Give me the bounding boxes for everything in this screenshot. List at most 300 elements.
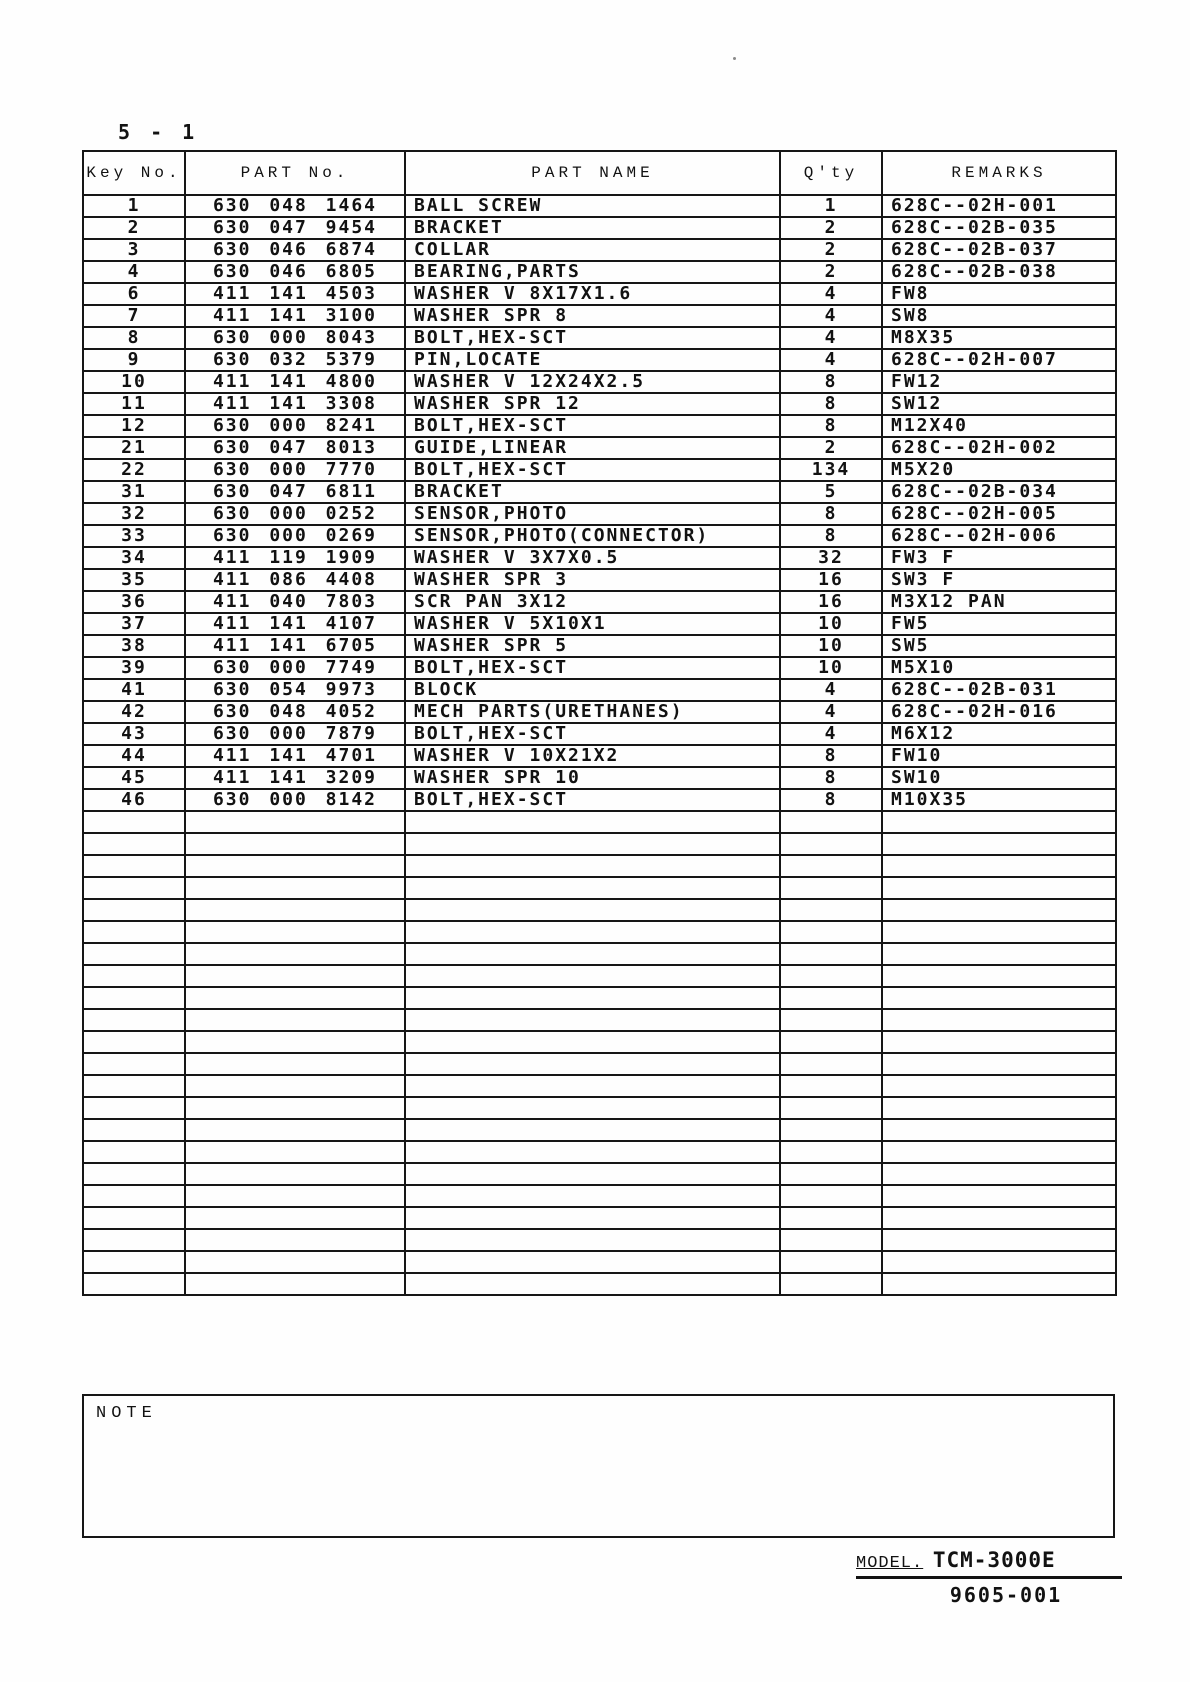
- cell-remarks: [882, 1031, 1116, 1053]
- cell-part-name: COLLAR: [405, 239, 780, 261]
- cell-remarks: [882, 1251, 1116, 1273]
- cell-remarks: SW10: [882, 767, 1116, 789]
- cell-part-name: [405, 943, 780, 965]
- cell-key-no: [83, 1273, 185, 1295]
- cell-qty: [780, 943, 882, 965]
- cell-part-no: [185, 1075, 405, 1097]
- cell-remarks: [882, 877, 1116, 899]
- table-row: [83, 349, 1116, 371]
- empty-table-row: [83, 833, 1116, 855]
- cell-part-name: [405, 1141, 780, 1163]
- cell-part-name: [405, 1119, 780, 1141]
- cell-qty: 8: [780, 745, 882, 767]
- table-row: [83, 547, 1116, 569]
- cell-part-no: 630 046 6805: [185, 261, 405, 283]
- cell-part-name: WASHER SPR 10: [405, 767, 780, 789]
- cell-part-name: [405, 921, 780, 943]
- cell-part-no: 630 000 0252: [185, 503, 405, 525]
- cell-remarks: [882, 811, 1116, 833]
- cell-part-name: WASHER V 10X21X2: [405, 745, 780, 767]
- cell-part-name: WASHER V 3X7X0.5: [405, 547, 780, 569]
- cell-key-no: [83, 1053, 185, 1075]
- cell-part-name: [405, 987, 780, 1009]
- cell-remarks: 628C--02H-002: [882, 437, 1116, 459]
- cell-part-name: [405, 1163, 780, 1185]
- cell-part-name: [405, 833, 780, 855]
- cell-part-no: 411 119 1909: [185, 547, 405, 569]
- table-body: [83, 195, 1116, 1295]
- cell-key-no: 3: [83, 239, 185, 261]
- cell-remarks: 628C--02B-035: [882, 217, 1116, 239]
- cell-qty: [780, 1097, 882, 1119]
- cell-key-no: 4: [83, 261, 185, 283]
- cell-key-no: [83, 1141, 185, 1163]
- empty-table-row: [83, 987, 1116, 1009]
- cell-qty: 10: [780, 635, 882, 657]
- cell-key-no: [83, 987, 185, 1009]
- table-row: [83, 415, 1116, 437]
- cell-remarks: [882, 1053, 1116, 1075]
- cell-remarks: SW3 F: [882, 569, 1116, 591]
- cell-part-no: [185, 965, 405, 987]
- cell-part-no: 630 047 6811: [185, 481, 405, 503]
- empty-table-row: [83, 1009, 1116, 1031]
- cell-part-name: BOLT,HEX-SCT: [405, 723, 780, 745]
- cell-part-name: WASHER SPR 12: [405, 393, 780, 415]
- cell-part-no: 411 040 7803: [185, 591, 405, 613]
- scan-artifact-dot: [733, 57, 736, 60]
- column-header-qty: Q'ty: [780, 151, 882, 195]
- table-row: [83, 613, 1116, 635]
- cell-key-no: 22: [83, 459, 185, 481]
- cell-remarks: FW12: [882, 371, 1116, 393]
- table-row: [83, 591, 1116, 613]
- cell-qty: [780, 1273, 882, 1295]
- cell-key-no: [83, 1009, 185, 1031]
- table-row: [83, 481, 1116, 503]
- empty-table-row: [83, 1031, 1116, 1053]
- table-row: [83, 217, 1116, 239]
- empty-table-row: [83, 1119, 1116, 1141]
- cell-key-no: 11: [83, 393, 185, 415]
- table-row: [83, 283, 1116, 305]
- table-row: [83, 701, 1116, 723]
- cell-remarks: FW10: [882, 745, 1116, 767]
- cell-remarks: 628C--02B-038: [882, 261, 1116, 283]
- note-label: NOTE: [96, 1404, 157, 1423]
- cell-part-no: [185, 1031, 405, 1053]
- column-header-part-name: PART NAME: [405, 151, 780, 195]
- cell-remarks: 628C--02H-016: [882, 701, 1116, 723]
- cell-part-name: WASHER SPR 5: [405, 635, 780, 657]
- cell-part-no: [185, 1273, 405, 1295]
- empty-table-row: [83, 1185, 1116, 1207]
- empty-table-row: [83, 1229, 1116, 1251]
- cell-part-name: WASHER SPR 8: [405, 305, 780, 327]
- cell-remarks: 628C--02H-001: [882, 195, 1116, 217]
- cell-key-no: 46: [83, 789, 185, 811]
- parts-table: [82, 150, 1117, 1296]
- cell-key-no: [83, 1119, 185, 1141]
- cell-key-no: 10: [83, 371, 185, 393]
- cell-remarks: [882, 855, 1116, 877]
- cell-qty: 1: [780, 195, 882, 217]
- cell-remarks: 628C--02H-005: [882, 503, 1116, 525]
- table-row: [83, 767, 1116, 789]
- column-header-remarks: REMARKS: [882, 151, 1116, 195]
- model-value: TCM-3000E: [932, 1548, 1056, 1572]
- cell-part-name: [405, 1097, 780, 1119]
- cell-key-no: [83, 1251, 185, 1273]
- cell-remarks: M5X10: [882, 657, 1116, 679]
- cell-remarks: 628C--02H-006: [882, 525, 1116, 547]
- cell-part-no: 411 141 4701: [185, 745, 405, 767]
- cell-remarks: M3X12 PAN: [882, 591, 1116, 613]
- cell-qty: 8: [780, 525, 882, 547]
- cell-key-no: 1: [83, 195, 185, 217]
- cell-part-no: [185, 1207, 405, 1229]
- cell-remarks: [882, 1119, 1116, 1141]
- table-row: [83, 745, 1116, 767]
- cell-part-no: 630 000 0269: [185, 525, 405, 547]
- cell-remarks: [882, 943, 1116, 965]
- cell-part-no: 630 000 8142: [185, 789, 405, 811]
- cell-remarks: [882, 921, 1116, 943]
- cell-part-no: [185, 1229, 405, 1251]
- table-row: [83, 679, 1116, 701]
- cell-qty: [780, 1053, 882, 1075]
- cell-qty: [780, 921, 882, 943]
- cell-key-no: 44: [83, 745, 185, 767]
- cell-part-no: [185, 921, 405, 943]
- table-header-row: [83, 151, 1116, 195]
- cell-part-name: [405, 1009, 780, 1031]
- empty-table-row: [83, 1075, 1116, 1097]
- cell-remarks: [882, 1207, 1116, 1229]
- cell-part-no: [185, 811, 405, 833]
- cell-key-no: 32: [83, 503, 185, 525]
- cell-part-name: [405, 1075, 780, 1097]
- cell-part-name: SCR PAN 3X12: [405, 591, 780, 613]
- cell-remarks: [882, 1141, 1116, 1163]
- cell-key-no: 45: [83, 767, 185, 789]
- empty-table-row: [83, 1097, 1116, 1119]
- cell-part-name: PIN,LOCATE: [405, 349, 780, 371]
- cell-part-name: BOLT,HEX-SCT: [405, 327, 780, 349]
- cell-part-name: [405, 855, 780, 877]
- cell-part-name: BALL SCREW: [405, 195, 780, 217]
- cell-remarks: SW8: [882, 305, 1116, 327]
- cell-part-no: [185, 1009, 405, 1031]
- cell-qty: 2: [780, 437, 882, 459]
- cell-qty: [780, 1141, 882, 1163]
- table-row: [83, 459, 1116, 481]
- cell-part-no: [185, 1053, 405, 1075]
- cell-key-no: [83, 921, 185, 943]
- cell-part-name: BLOCK: [405, 679, 780, 701]
- table-row: [83, 525, 1116, 547]
- cell-key-no: 21: [83, 437, 185, 459]
- table-row: [83, 437, 1116, 459]
- cell-key-no: 34: [83, 547, 185, 569]
- column-header-key-no: Key No.: [83, 151, 185, 195]
- note-box: [82, 1394, 1115, 1538]
- cell-remarks: 628C--02B-031: [882, 679, 1116, 701]
- table-row: [83, 393, 1116, 415]
- cell-part-no: [185, 833, 405, 855]
- cell-remarks: 628C--02B-037: [882, 239, 1116, 261]
- empty-table-row: [83, 965, 1116, 987]
- model-line: [856, 1548, 1122, 1579]
- empty-table-row: [83, 1053, 1116, 1075]
- doc-number: 9605-001: [949, 1583, 1063, 1607]
- cell-qty: 2: [780, 239, 882, 261]
- cell-part-name: BRACKET: [405, 481, 780, 503]
- cell-key-no: [83, 1075, 185, 1097]
- empty-table-row: [83, 899, 1116, 921]
- cell-part-name: BEARING,PARTS: [405, 261, 780, 283]
- cell-key-no: [83, 943, 185, 965]
- cell-part-name: SENSOR,PHOTO(CONNECTOR): [405, 525, 780, 547]
- cell-remarks: [882, 1097, 1116, 1119]
- empty-table-row: [83, 1273, 1116, 1295]
- cell-qty: [780, 1075, 882, 1097]
- cell-part-no: [185, 1141, 405, 1163]
- cell-part-no: 630 000 8043: [185, 327, 405, 349]
- cell-part-name: BRACKET: [405, 217, 780, 239]
- cell-qty: 2: [780, 261, 882, 283]
- cell-part-no: 630 000 8241: [185, 415, 405, 437]
- cell-part-name: [405, 1031, 780, 1053]
- cell-qty: [780, 1031, 882, 1053]
- cell-part-name: [405, 1053, 780, 1075]
- table-row: [83, 635, 1116, 657]
- cell-part-no: [185, 1185, 405, 1207]
- cell-part-no: 630 048 4052: [185, 701, 405, 723]
- cell-qty: [780, 1009, 882, 1031]
- cell-qty: [780, 1251, 882, 1273]
- cell-part-name: [405, 877, 780, 899]
- cell-key-no: 35: [83, 569, 185, 591]
- empty-table-row: [83, 855, 1116, 877]
- table-row: [83, 327, 1116, 349]
- cell-qty: [780, 987, 882, 1009]
- cell-key-no: [83, 1031, 185, 1053]
- table-row: [83, 305, 1116, 327]
- cell-remarks: M5X20: [882, 459, 1116, 481]
- cell-qty: 16: [780, 591, 882, 613]
- cell-key-no: 31: [83, 481, 185, 503]
- cell-part-name: [405, 899, 780, 921]
- cell-key-no: 43: [83, 723, 185, 745]
- cell-part-no: 630 048 1464: [185, 195, 405, 217]
- cell-remarks: [882, 1163, 1116, 1185]
- cell-remarks: FW8: [882, 283, 1116, 305]
- cell-remarks: M6X12: [882, 723, 1116, 745]
- cell-qty: [780, 965, 882, 987]
- cell-key-no: 36: [83, 591, 185, 613]
- cell-part-no: 630 000 7770: [185, 459, 405, 481]
- cell-key-no: 12: [83, 415, 185, 437]
- cell-qty: 32: [780, 547, 882, 569]
- cell-part-name: WASHER V 12X24X2.5: [405, 371, 780, 393]
- cell-remarks: 628C--02H-007: [882, 349, 1116, 371]
- cell-part-name: [405, 1273, 780, 1295]
- cell-part-no: 630 000 7749: [185, 657, 405, 679]
- cell-qty: [780, 877, 882, 899]
- cell-remarks: [882, 833, 1116, 855]
- cell-key-no: [83, 877, 185, 899]
- cell-part-no: [185, 877, 405, 899]
- table-row: [83, 261, 1116, 283]
- cell-part-no: [185, 1163, 405, 1185]
- cell-part-name: BOLT,HEX-SCT: [405, 415, 780, 437]
- cell-part-name: [405, 1185, 780, 1207]
- cell-key-no: 33: [83, 525, 185, 547]
- cell-key-no: [83, 833, 185, 855]
- cell-qty: 4: [780, 701, 882, 723]
- cell-part-no: 630 047 9454: [185, 217, 405, 239]
- cell-part-name: MECH PARTS(URETHANES): [405, 701, 780, 723]
- cell-key-no: [83, 899, 185, 921]
- table-row: [83, 569, 1116, 591]
- cell-part-no: 411 141 3100: [185, 305, 405, 327]
- empty-table-row: [83, 1207, 1116, 1229]
- cell-key-no: 6: [83, 283, 185, 305]
- table-row: [83, 503, 1116, 525]
- table-row: [83, 723, 1116, 745]
- empty-table-row: [83, 1163, 1116, 1185]
- empty-table-row: [83, 1251, 1116, 1273]
- cell-qty: 4: [780, 679, 882, 701]
- cell-remarks: 628C--02B-034: [882, 481, 1116, 503]
- cell-part-no: [185, 943, 405, 965]
- table-row: [83, 195, 1116, 217]
- cell-key-no: 41: [83, 679, 185, 701]
- cell-remarks: M12X40: [882, 415, 1116, 437]
- cell-part-no: [185, 899, 405, 921]
- cell-key-no: [83, 855, 185, 877]
- cell-qty: [780, 811, 882, 833]
- cell-key-no: 38: [83, 635, 185, 657]
- cell-part-no: 630 046 6874: [185, 239, 405, 261]
- cell-qty: [780, 833, 882, 855]
- cell-key-no: 2: [83, 217, 185, 239]
- cell-part-no: 411 141 3209: [185, 767, 405, 789]
- empty-table-row: [83, 921, 1116, 943]
- cell-part-no: 411 141 6705: [185, 635, 405, 657]
- cell-remarks: SW5: [882, 635, 1116, 657]
- cell-key-no: 8: [83, 327, 185, 349]
- cell-qty: 4: [780, 283, 882, 305]
- cell-part-name: WASHER V 5X10X1: [405, 613, 780, 635]
- empty-table-row: [83, 877, 1116, 899]
- cell-part-no: 630 054 9973: [185, 679, 405, 701]
- cell-part-name: SENSOR,PHOTO: [405, 503, 780, 525]
- cell-key-no: [83, 965, 185, 987]
- cell-part-name: [405, 1251, 780, 1273]
- cell-qty: 4: [780, 305, 882, 327]
- cell-remarks: [882, 1229, 1116, 1251]
- cell-qty: [780, 1229, 882, 1251]
- cell-qty: 10: [780, 613, 882, 635]
- cell-part-no: [185, 1251, 405, 1273]
- cell-part-no: 630 047 8013: [185, 437, 405, 459]
- cell-part-no: 411 141 4503: [185, 283, 405, 305]
- cell-key-no: [83, 1097, 185, 1119]
- cell-qty: [780, 899, 882, 921]
- cell-qty: 8: [780, 789, 882, 811]
- table-row: [83, 789, 1116, 811]
- cell-part-name: [405, 1207, 780, 1229]
- cell-part-no: 411 141 4107: [185, 613, 405, 635]
- cell-remarks: SW12: [882, 393, 1116, 415]
- cell-remarks: FW5: [882, 613, 1116, 635]
- cell-qty: 4: [780, 723, 882, 745]
- cell-part-name: BOLT,HEX-SCT: [405, 459, 780, 481]
- cell-part-no: [185, 987, 405, 1009]
- cell-remarks: M10X35: [882, 789, 1116, 811]
- cell-key-no: [83, 1163, 185, 1185]
- cell-qty: 4: [780, 349, 882, 371]
- empty-table-row: [83, 1141, 1116, 1163]
- cell-remarks: [882, 1273, 1116, 1295]
- cell-part-name: [405, 965, 780, 987]
- cell-qty: [780, 1119, 882, 1141]
- cell-part-name: WASHER SPR 3: [405, 569, 780, 591]
- cell-key-no: 42: [83, 701, 185, 723]
- cell-part-no: 411 141 4800: [185, 371, 405, 393]
- column-header-part-no: PART No.: [185, 151, 405, 195]
- cell-remarks: FW3 F: [882, 547, 1116, 569]
- cell-qty: 8: [780, 503, 882, 525]
- cell-key-no: [83, 811, 185, 833]
- cell-part-name: BOLT,HEX-SCT: [405, 789, 780, 811]
- cell-remarks: [882, 1185, 1116, 1207]
- cell-part-name: [405, 811, 780, 833]
- cell-part-no: 630 032 5379: [185, 349, 405, 371]
- model-label: MODEL.: [856, 1554, 924, 1573]
- cell-part-no: 411 141 3308: [185, 393, 405, 415]
- cell-qty: 8: [780, 393, 882, 415]
- cell-part-name: GUIDE,LINEAR: [405, 437, 780, 459]
- cell-part-no: [185, 1119, 405, 1141]
- cell-key-no: 37: [83, 613, 185, 635]
- cell-qty: 10: [780, 657, 882, 679]
- cell-qty: 134: [780, 459, 882, 481]
- cell-part-name: [405, 1229, 780, 1251]
- cell-key-no: [83, 1207, 185, 1229]
- cell-key-no: 7: [83, 305, 185, 327]
- cell-key-no: [83, 1229, 185, 1251]
- cell-remarks: [882, 965, 1116, 987]
- cell-qty: 2: [780, 217, 882, 239]
- cell-part-name: WASHER V 8X17X1.6: [405, 283, 780, 305]
- cell-part-no: [185, 1097, 405, 1119]
- cell-remarks: M8X35: [882, 327, 1116, 349]
- cell-qty: 8: [780, 415, 882, 437]
- empty-table-row: [83, 943, 1116, 965]
- table-row: [83, 371, 1116, 393]
- cell-remarks: [882, 1075, 1116, 1097]
- cell-part-no: 630 000 7879: [185, 723, 405, 745]
- cell-qty: 8: [780, 767, 882, 789]
- footer: [856, 1548, 1122, 1607]
- cell-qty: 16: [780, 569, 882, 591]
- cell-qty: [780, 1163, 882, 1185]
- cell-qty: 5: [780, 481, 882, 503]
- table-row: [83, 657, 1116, 679]
